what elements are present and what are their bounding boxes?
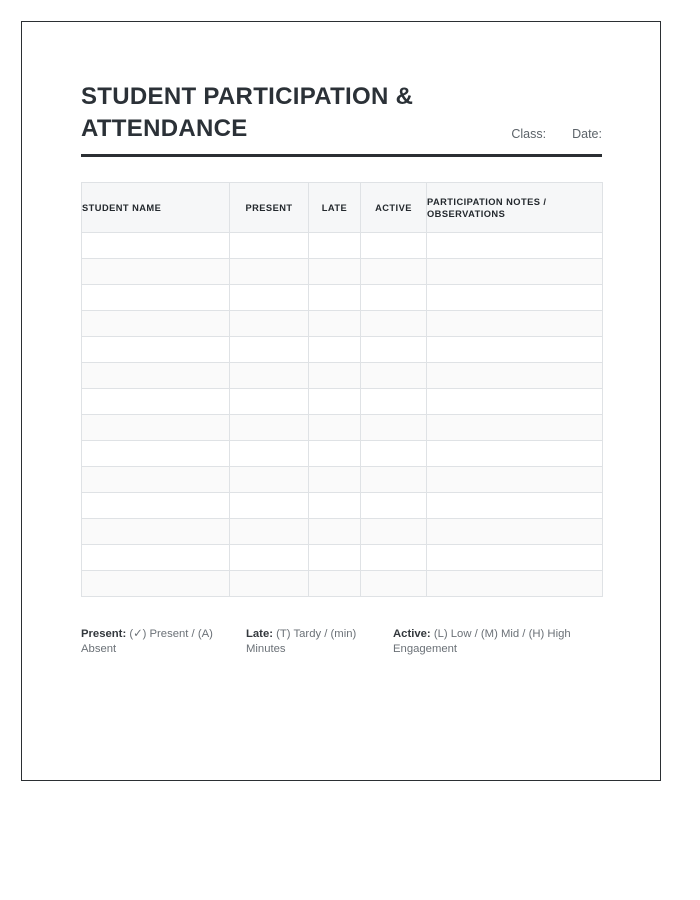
cell-present[interactable] <box>230 311 309 337</box>
cell-late[interactable] <box>309 519 361 545</box>
cell-notes[interactable] <box>427 311 603 337</box>
legend-description-active: (L) Low / (M) Mid / (H) High Engagement <box>393 628 571 655</box>
cell-student_name[interactable] <box>82 311 230 337</box>
cell-student_name[interactable] <box>82 493 230 519</box>
cell-student_name[interactable] <box>82 545 230 571</box>
cell-notes[interactable] <box>427 545 603 571</box>
cell-present[interactable] <box>230 519 309 545</box>
cell-present[interactable] <box>230 337 309 363</box>
cell-notes[interactable] <box>427 389 603 415</box>
table-row <box>82 337 603 363</box>
cell-notes[interactable] <box>427 519 603 545</box>
cell-notes[interactable] <box>427 285 603 311</box>
cell-late[interactable] <box>309 285 361 311</box>
legend-item-active <box>393 627 603 657</box>
table-header <box>82 183 603 233</box>
cell-student_name[interactable] <box>82 259 230 285</box>
cell-late[interactable] <box>309 337 361 363</box>
cell-active[interactable] <box>361 493 427 519</box>
cell-student_name[interactable] <box>82 467 230 493</box>
legend-item-late <box>246 627 393 657</box>
cell-late[interactable] <box>309 493 361 519</box>
legend-description-present: (✓) Present / (A) Absent <box>81 628 213 655</box>
cell-active[interactable] <box>361 285 427 311</box>
cell-late[interactable] <box>309 441 361 467</box>
cell-active[interactable] <box>361 259 427 285</box>
table-row <box>82 441 603 467</box>
cell-late[interactable] <box>309 233 361 259</box>
legend-item-present <box>81 627 246 657</box>
cell-present[interactable] <box>230 363 309 389</box>
table-row <box>82 415 603 441</box>
date-field-label[interactable]: Date: <box>572 127 602 141</box>
column-header-present: PRESENT <box>230 183 309 233</box>
cell-present[interactable] <box>230 389 309 415</box>
table-header-row <box>82 183 603 233</box>
cell-present[interactable] <box>230 259 309 285</box>
cell-student_name[interactable] <box>82 285 230 311</box>
cell-notes[interactable] <box>427 415 603 441</box>
cell-notes[interactable] <box>427 259 603 285</box>
cell-present[interactable] <box>230 233 309 259</box>
cell-student_name[interactable] <box>82 337 230 363</box>
cell-late[interactable] <box>309 389 361 415</box>
cell-active[interactable] <box>361 311 427 337</box>
cell-student_name[interactable] <box>82 389 230 415</box>
cell-active[interactable] <box>361 337 427 363</box>
table-row <box>82 389 603 415</box>
legend-key-late: Late: <box>246 628 273 640</box>
page-frame <box>21 21 661 781</box>
cell-student_name[interactable] <box>82 441 230 467</box>
cell-notes[interactable] <box>427 337 603 363</box>
legend-description-late: (T) Tardy / (min) Minutes <box>246 628 357 655</box>
cell-active[interactable] <box>361 389 427 415</box>
legend-key-active: Active: <box>393 628 431 640</box>
header-row <box>81 81 602 145</box>
cell-active[interactable] <box>361 233 427 259</box>
cell-student_name[interactable] <box>82 363 230 389</box>
cell-late[interactable] <box>309 311 361 337</box>
table-row <box>82 545 603 571</box>
cell-active[interactable] <box>361 363 427 389</box>
page-title: STUDENT PARTICIPATION & ATTENDANCE <box>81 83 414 142</box>
document-header <box>81 81 602 157</box>
cell-late[interactable] <box>309 467 361 493</box>
cell-present[interactable] <box>230 493 309 519</box>
cell-notes[interactable] <box>427 233 603 259</box>
column-header-late: LATE <box>309 183 361 233</box>
meta-fields <box>511 127 602 145</box>
cell-present[interactable] <box>230 415 309 441</box>
cell-present[interactable] <box>230 285 309 311</box>
table-row <box>82 467 603 493</box>
column-header-student-name: STUDENT NAME <box>82 183 230 233</box>
column-header-participation-notes: PARTICIPATION NOTES / OBSERVATIONS <box>427 183 603 233</box>
cell-late[interactable] <box>309 363 361 389</box>
cell-late[interactable] <box>309 259 361 285</box>
table-body <box>82 233 603 597</box>
cell-active[interactable] <box>361 441 427 467</box>
cell-notes[interactable] <box>427 571 603 597</box>
attendance-table <box>81 182 603 597</box>
title-divider <box>81 154 602 157</box>
cell-student_name[interactable] <box>82 233 230 259</box>
cell-student_name[interactable] <box>82 519 230 545</box>
cell-notes[interactable] <box>427 363 603 389</box>
cell-student_name[interactable] <box>82 571 230 597</box>
cell-notes[interactable] <box>427 441 603 467</box>
cell-active[interactable] <box>361 571 427 597</box>
cell-active[interactable] <box>361 519 427 545</box>
cell-student_name[interactable] <box>82 415 230 441</box>
table-row <box>82 571 603 597</box>
table-row <box>82 363 603 389</box>
table-row <box>82 311 603 337</box>
cell-present[interactable] <box>230 571 309 597</box>
cell-notes[interactable] <box>427 493 603 519</box>
cell-active[interactable] <box>361 467 427 493</box>
column-header-active: ACTIVE <box>361 183 427 233</box>
table-row <box>82 519 603 545</box>
cell-late[interactable] <box>309 415 361 441</box>
class-field-label[interactable]: Class: <box>511 127 547 141</box>
cell-present[interactable] <box>230 467 309 493</box>
cell-late[interactable] <box>309 571 361 597</box>
cell-present[interactable] <box>230 545 309 571</box>
cell-present[interactable] <box>230 441 309 467</box>
attendance-table-container <box>81 182 602 597</box>
cell-active[interactable] <box>361 415 427 441</box>
cell-active[interactable] <box>361 545 427 571</box>
legend-key-present: Present: <box>81 628 127 640</box>
table-row <box>82 233 603 259</box>
cell-notes[interactable] <box>427 467 603 493</box>
table-row <box>82 493 603 519</box>
cell-late[interactable] <box>309 545 361 571</box>
table-row <box>82 259 603 285</box>
legend <box>81 627 606 657</box>
table-row <box>82 285 603 311</box>
